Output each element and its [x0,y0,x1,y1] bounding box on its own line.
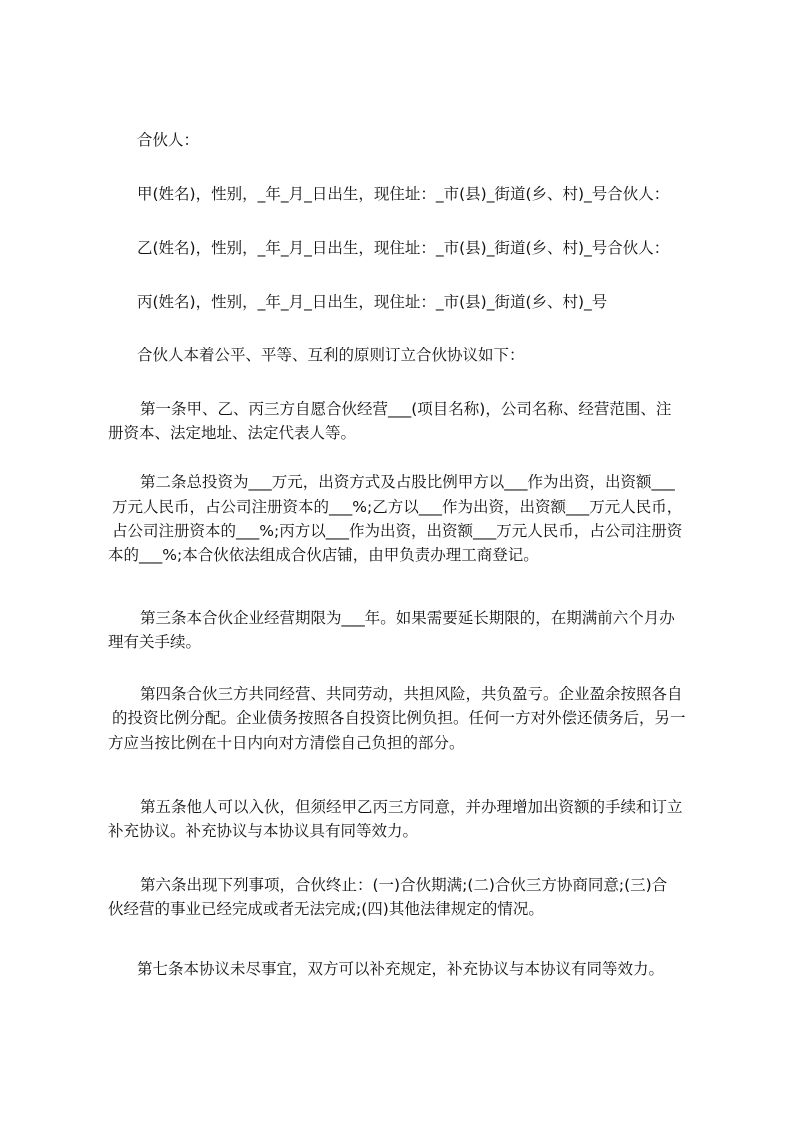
article-6-line: 伙经营的事业已经完成或者无法完成;(四)其他法律规定的情况。 [108,900,544,918]
article-3-line: 理有关手续。 [108,633,202,651]
partner-a-line: 甲(姓名)，性别，_年_月_日出生，现住址：_市(县)_街道(乡、村)_号合伙人： [137,185,670,203]
article-5-line: 补充协议。补充协议与本协议具有同等效力。 [108,822,419,840]
article-2-line: 本的___%;本合伙依法组成合伙店铺，由甲负责办理工商登记。 [108,546,539,564]
article-2-line: 万元人民币，占公司注册资本的___%;乙方以___作为出资，出资额___万元人民币， [112,498,683,516]
article-5-line: 第五条他人可以入伙，但须经甲乙丙三方同意，并办理增加出资额的手续和订立 [140,798,683,816]
partner-c-line: 丙(姓名)，性别，_年_月_日出生，现住址：_市(县)_街道(乡、村)_号 [137,293,608,311]
partners-heading: 合伙人： [137,131,200,149]
article-4-line: 方应当按比例在十日内向对方清偿自己负担的部分。 [108,734,465,752]
preamble: 合伙人本着公平、平等、互利的原则订立合伙协议如下： [137,346,525,364]
partner-b-line: 乙(姓名)，性别，_年_月_日出生，现住址：_市(县)_街道(乡、村)_号合伙人： [137,239,670,257]
article-4-line: 的投资比例分配。企业债务按照各自投资比例负担。任何一方对外偿还债务后，另一 [112,709,686,727]
article-1-line: 第一条甲、乙、丙三方自愿合伙经营___(项目名称)，公司名称、经营范围、注 [140,400,672,418]
article-7-line: 第七条本协议未尽事宜，双方可以补充规定，补充协议与本协议有同等效力。 [137,960,665,978]
article-4-line: 第四条合伙三方共同经营、共同劳动，共担风险，共负盈亏。企业盈余按照各自 [140,685,683,703]
article-1-line: 册资本、法定地址、法定代表人等。 [108,424,357,442]
article-3-line: 第三条本合伙企业经营期限为___年。如果需要延长期限的，在期满前六个月办 [140,609,675,627]
article-2-line: 占公司注册资本的___%;丙方以___作为出资，出资额___万元人民币，占公司注册资 [112,522,683,540]
article-6-line: 第六条出现下列事项，合伙终止：(一)合伙期满;(二)合伙三方协商同意;(三)合 [140,876,668,894]
article-2-line: 第二条总投资为___万元，出资方式及占股比例甲方以___作为出资，出资额___ [140,473,675,491]
